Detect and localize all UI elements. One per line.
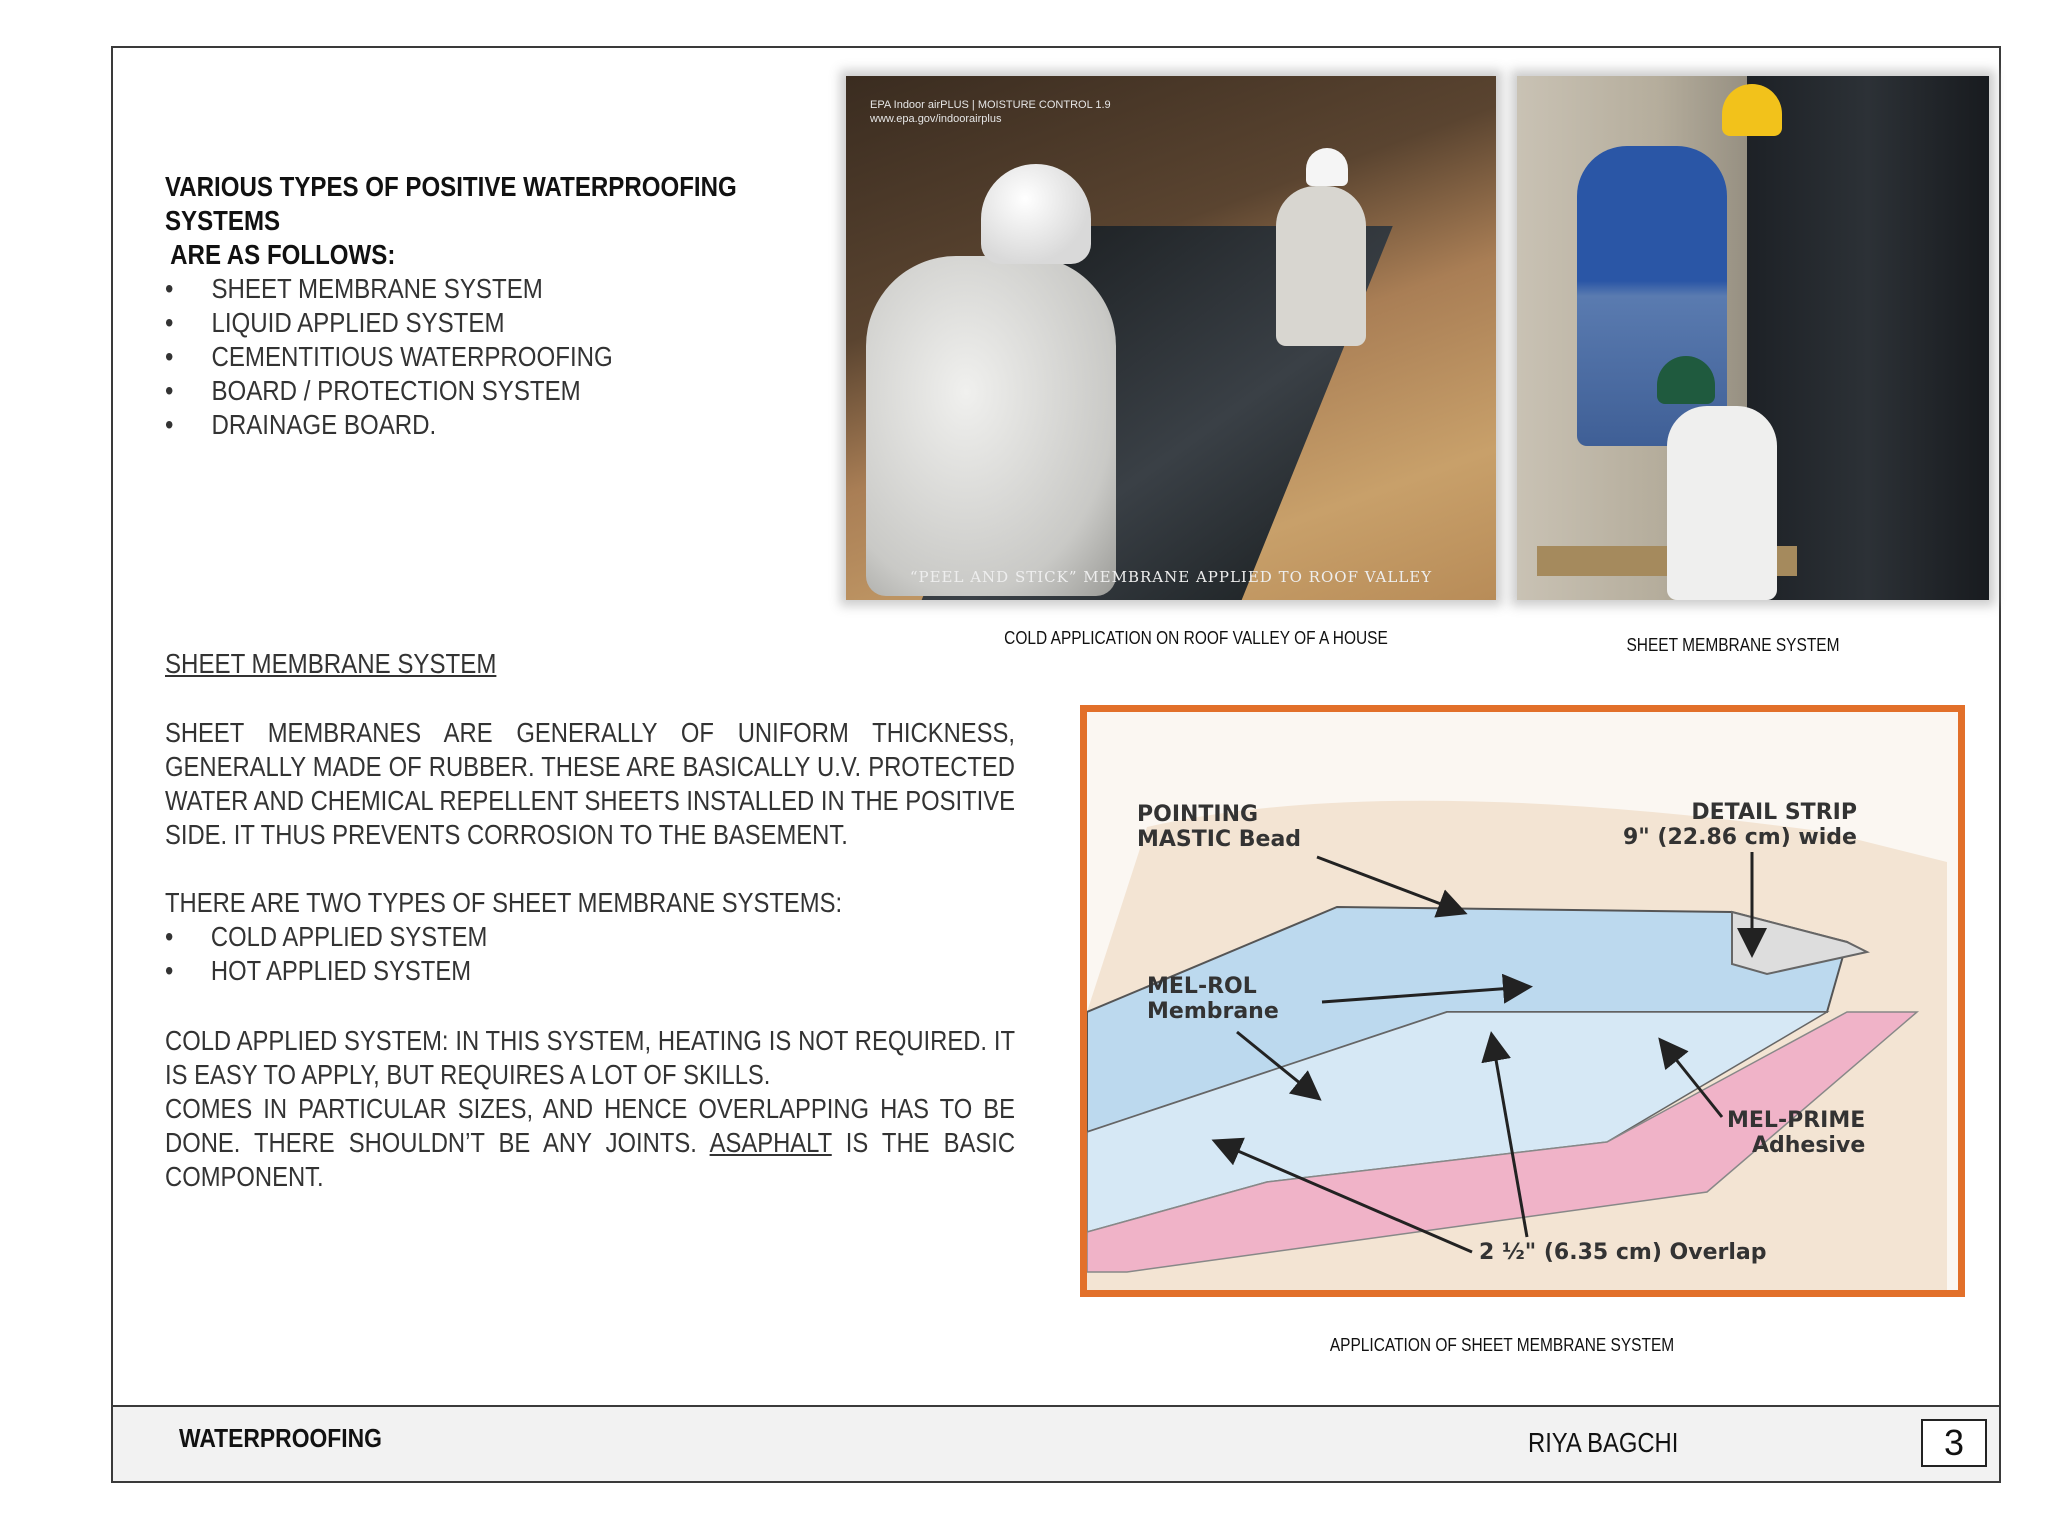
cold-applied-text-2: COMES IN PARTICULAR SIZES, AND HENCE OVERLAPPING HAS TO BE DONE. THERE SHOULDN’T BE ANY JOINTS. — [165, 1093, 1015, 1158]
hard-hat-icon — [981, 164, 1091, 264]
overlap-label: 2 ½" (6.35 cm) Overlap — [1479, 1240, 1767, 1265]
worker-figure — [1276, 186, 1366, 346]
hard-hat-icon — [1306, 148, 1348, 186]
detail-strip-label: DETAIL STRIP 9" (22.86 cm) wide — [1623, 800, 1857, 850]
membrane-wall-shape — [1747, 76, 1989, 600]
hard-hat-icon — [1722, 84, 1782, 136]
heading-line-1: VARIOUS TYPES OF POSITIVE WATERPROOFING SYSTEMS — [165, 171, 737, 236]
paragraph-membrane-types — [165, 886, 1015, 988]
photo-overlay-caption: “PEEL AND STICK” MEMBRANE APPLIED TO ROOF VALLEY — [909, 568, 1433, 586]
worker-figure — [866, 256, 1116, 596]
photo1-caption: COLD APPLICATION ON ROOF VALLEY OF A HOUSE — [1004, 628, 1388, 648]
diagram-caption: APPLICATION OF SHEET MEMBRANE SYSTEM — [1329, 1335, 1675, 1355]
footer-title: WATERPROOFING — [179, 1423, 382, 1453]
paragraph-sheet-membranes: SHEET MEMBRANES ARE GENERALLY OF UNIFORM THICKNESS, GENERALLY MADE OF RUBBER. THESE ARE BASICALLY U.V. PROTECTED WATER AND CHEMICAL REPELLENT SHEETS INSTALLED IN THE POSITIVE SIDE. IT THUS PREVENTS CORROSION TO THE BASEMENT. — [165, 717, 1015, 850]
list-item: • CEMENTITIOUS WATERPROOFING — [165, 340, 613, 374]
photo2-caption: SHEET MEMBRANE SYSTEM — [1626, 635, 1840, 655]
cold-applied-text-3: IS THE BASIC COMPONENT. — [165, 1127, 1016, 1192]
list-item: • SHEET MEMBRANE SYSTEM — [165, 272, 613, 306]
list-item: • BOARD / PROTECTION SYSTEM — [165, 374, 613, 408]
slide-heading — [165, 170, 767, 272]
cold-applied-text-1: COLD APPLIED SYSTEM: IN THIS SYSTEM, HEATING IS NOT REQUIRED. IT IS EASY TO APPLY, BUT REQUIRES A LOT OF SKILLS. — [165, 1025, 1015, 1090]
list-item: • LIQUID APPLIED SYSTEM — [165, 306, 613, 340]
list-item: • HOT APPLIED SYSTEM — [165, 954, 1015, 988]
footer-author: RIYA BAGCHI — [1528, 1427, 1679, 1458]
membrane-diagram — [1080, 705, 1965, 1297]
section-title: SHEET MEMBRANE SYSTEM — [165, 648, 497, 679]
list-item: • COLD APPLIED SYSTEM — [165, 920, 1015, 954]
melprime-adhesive-label: MEL-PRIME Adhesive — [1727, 1108, 1866, 1158]
sheet-membrane-photo — [1517, 76, 1989, 600]
slide-footer — [113, 1405, 1999, 1481]
pointing-mastic-label: POINTING MASTIC Bead — [1137, 802, 1302, 852]
photo-watermark: EPA Indoor airPLUS | MOISTURE CONTROL 1.9 www.epa.gov/indoorairplus — [870, 99, 1111, 125]
list-item: • DRAINAGE BOARD. — [165, 408, 613, 442]
paragraph-cold-applied — [165, 1024, 1015, 1194]
roof-valley-photo — [846, 76, 1496, 600]
heading-line-2: ARE AS FOLLOWS: — [170, 239, 396, 270]
membrane-types-intro: THERE ARE TWO TYPES OF SHEET MEMBRANE SYSTEMS: — [165, 887, 843, 918]
worker-figure — [1667, 406, 1777, 600]
melrol-membrane-label: MEL-ROL Membrane — [1147, 974, 1279, 1024]
page-number: 3 — [1921, 1419, 1987, 1467]
system-types-list — [165, 272, 613, 442]
asaphalt-term: ASAPHALT — [709, 1127, 832, 1158]
